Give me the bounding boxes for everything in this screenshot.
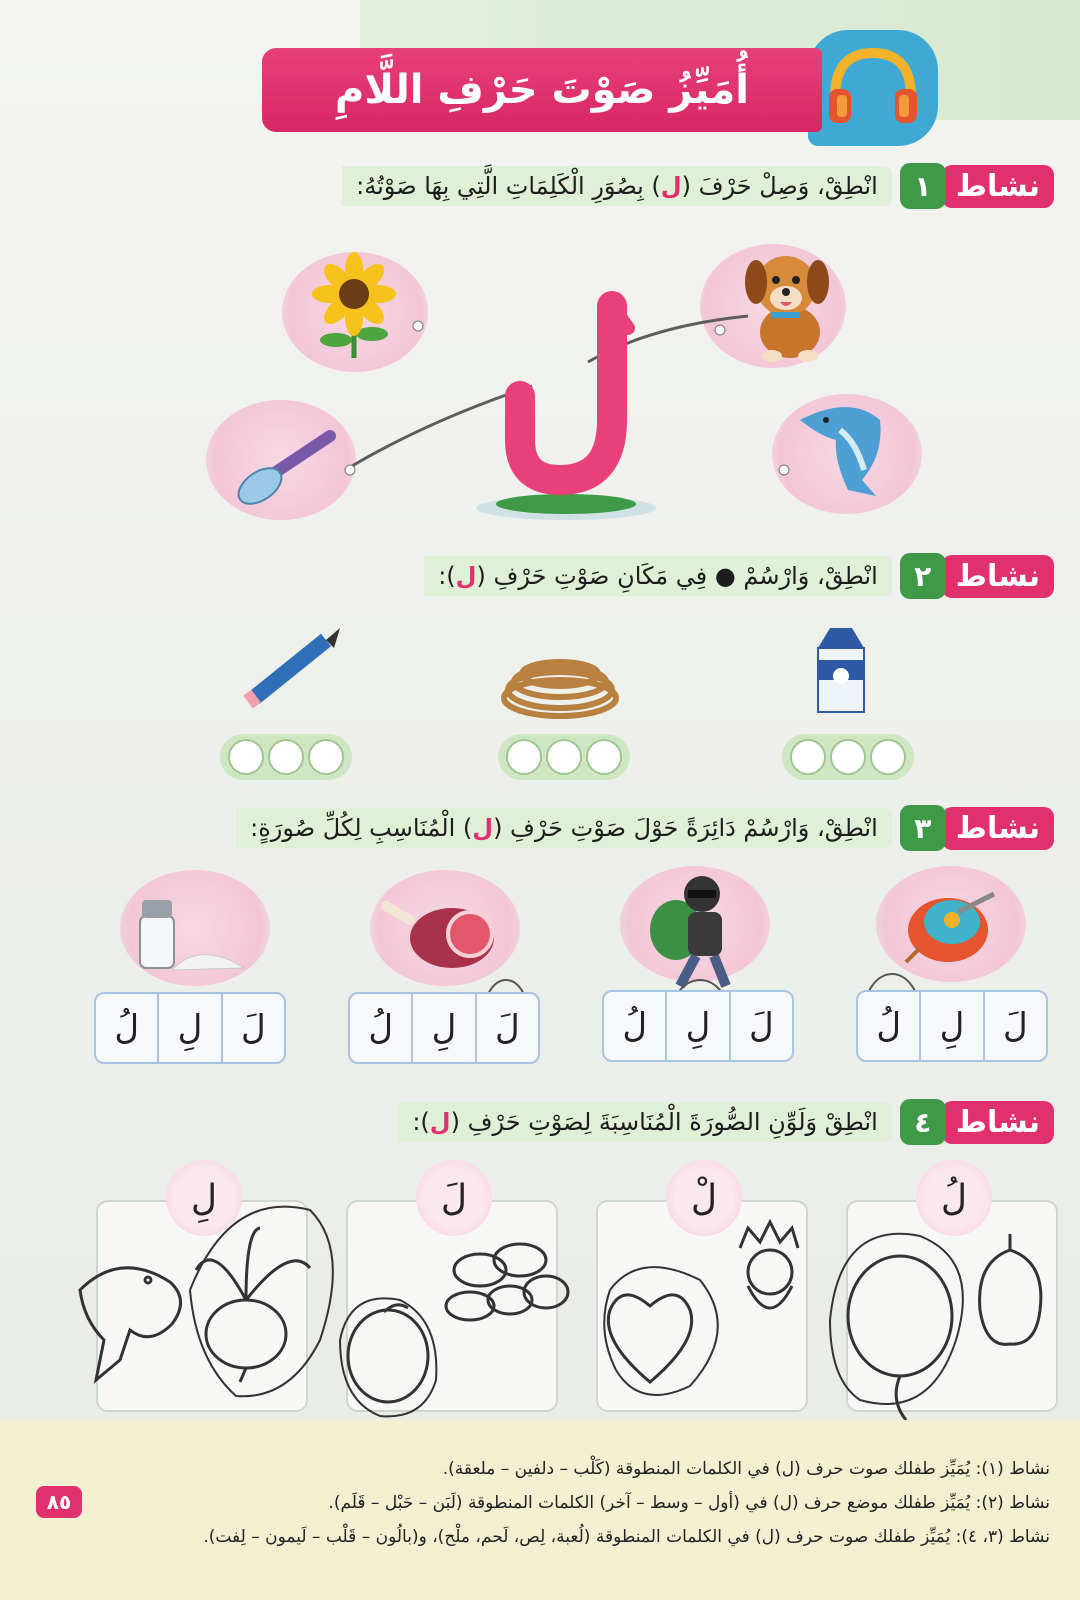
instruction-text: انْطِقْ، وَارْسُمْ دَائِرَةً حَوْلَ صَوْتِ حَرْفِ (	[493, 814, 878, 842]
choice-kasra[interactable]: لِ	[919, 992, 982, 1060]
choice-fatha[interactable]: لَ	[729, 992, 792, 1060]
instruction-letter: ل	[455, 562, 477, 590]
choice-damma[interactable]: لُ	[368, 1008, 394, 1048]
instruction-text-end: ) الْمُنَاسِبِ لِكُلِّ صُورَةٍ:	[250, 814, 473, 842]
sound-letter-tab: لِ	[166, 1160, 242, 1236]
dolphin-outline-icon	[80, 1268, 181, 1380]
parent-notes	[50, 1452, 1050, 1554]
pepper-icon	[980, 1234, 1041, 1344]
instruction-letter: ل	[472, 814, 494, 842]
activity-badge: نشاط	[942, 807, 1054, 850]
turnip-icon	[196, 1228, 310, 1382]
note-line-2: نشاط (٢): يُمَيِّز طفلك موضع حرف (ل) في (أول – وسط – آخر) الكلمات المنطوقة (لَبَن – حَبْل – قَلَم).	[328, 1493, 1050, 1513]
choice-damma[interactable]: لُ	[876, 1006, 902, 1046]
choice-damma[interactable]: لُ	[622, 1006, 648, 1046]
activity-badge: نشاط	[942, 555, 1054, 598]
sound-letter-tab: لُ	[916, 1160, 992, 1236]
choice-fatha[interactable]: لَ	[983, 992, 1046, 1060]
page-number: ٨٥	[36, 1486, 82, 1518]
instruction-text: انْطِقْ، وَصِلْ حَرْفَ (	[681, 172, 878, 200]
choice-kasra[interactable]: لِ	[157, 994, 220, 1062]
instruction-text-end: ):	[412, 1108, 430, 1136]
child-circle-mark	[604, 1267, 718, 1395]
instruction-letter: ل	[660, 172, 682, 200]
choice-kasra[interactable]: لِ	[665, 992, 728, 1060]
choice-kasra[interactable]: لِ	[411, 994, 474, 1062]
child-circle-mark	[830, 1234, 963, 1404]
child-circle-mark	[340, 1298, 436, 1416]
activity-badge: نشاط	[942, 1101, 1054, 1144]
instruction-text: انْطِقْ، وَارْسُمْ ● فِي مَكَانِ صَوْتِ حَرْفِ (	[476, 562, 878, 590]
note-line-3: نشاط (٣، ٤): يُمَيِّز طفلك صوت حرف (ل) في الكلمات المنطوقة (لُعبة، لِص، لَحم، ملْح)، و(بالُون – قَلْب – لَيمون – لِفت).	[203, 1527, 1050, 1547]
instruction-text: انْطِقْ وَلَوِّنِ الصُّورَةَ الْمُنَاسِبَةَ لِصَوْتِ حَرْفِ (	[450, 1108, 878, 1136]
instruction-letter: ل	[429, 1108, 451, 1136]
page-title: أُمَيِّزُ صَوْتَ حَرْفِ اللَّامِ	[262, 48, 822, 132]
leaf-icon	[446, 1244, 568, 1320]
activity-badge: نشاط	[942, 165, 1054, 208]
sound-letter-tab: لْ	[666, 1160, 742, 1236]
activity-number: ٤	[900, 1099, 946, 1145]
lemon-icon	[348, 1305, 428, 1402]
instruction-text-end: ) بِصُوَرِ الْكَلِمَاتِ الَّتِي بِهَا صَوْتُهُ:	[356, 172, 661, 200]
activity-number: ٣	[900, 805, 946, 851]
king-icon	[740, 1222, 798, 1308]
choice-fatha[interactable]: لَ	[475, 994, 538, 1062]
note-line-1: نشاط (١): يُمَيِّز طفلك صوت حرف (ل) في الكلمات المنطوقة (كَلْب – دلفين – ملعقة).	[442, 1459, 1050, 1479]
activity-number: ٢	[900, 553, 946, 599]
choice-damma[interactable]: لُ	[114, 1008, 140, 1048]
sound-letter-tab: لَ	[416, 1160, 492, 1236]
choice-fatha[interactable]: لَ	[221, 994, 284, 1062]
instruction-text-end: ):	[438, 562, 456, 590]
heart-icon	[608, 1295, 691, 1382]
activity-number: ١	[900, 163, 946, 209]
balloon-icon	[848, 1256, 952, 1420]
